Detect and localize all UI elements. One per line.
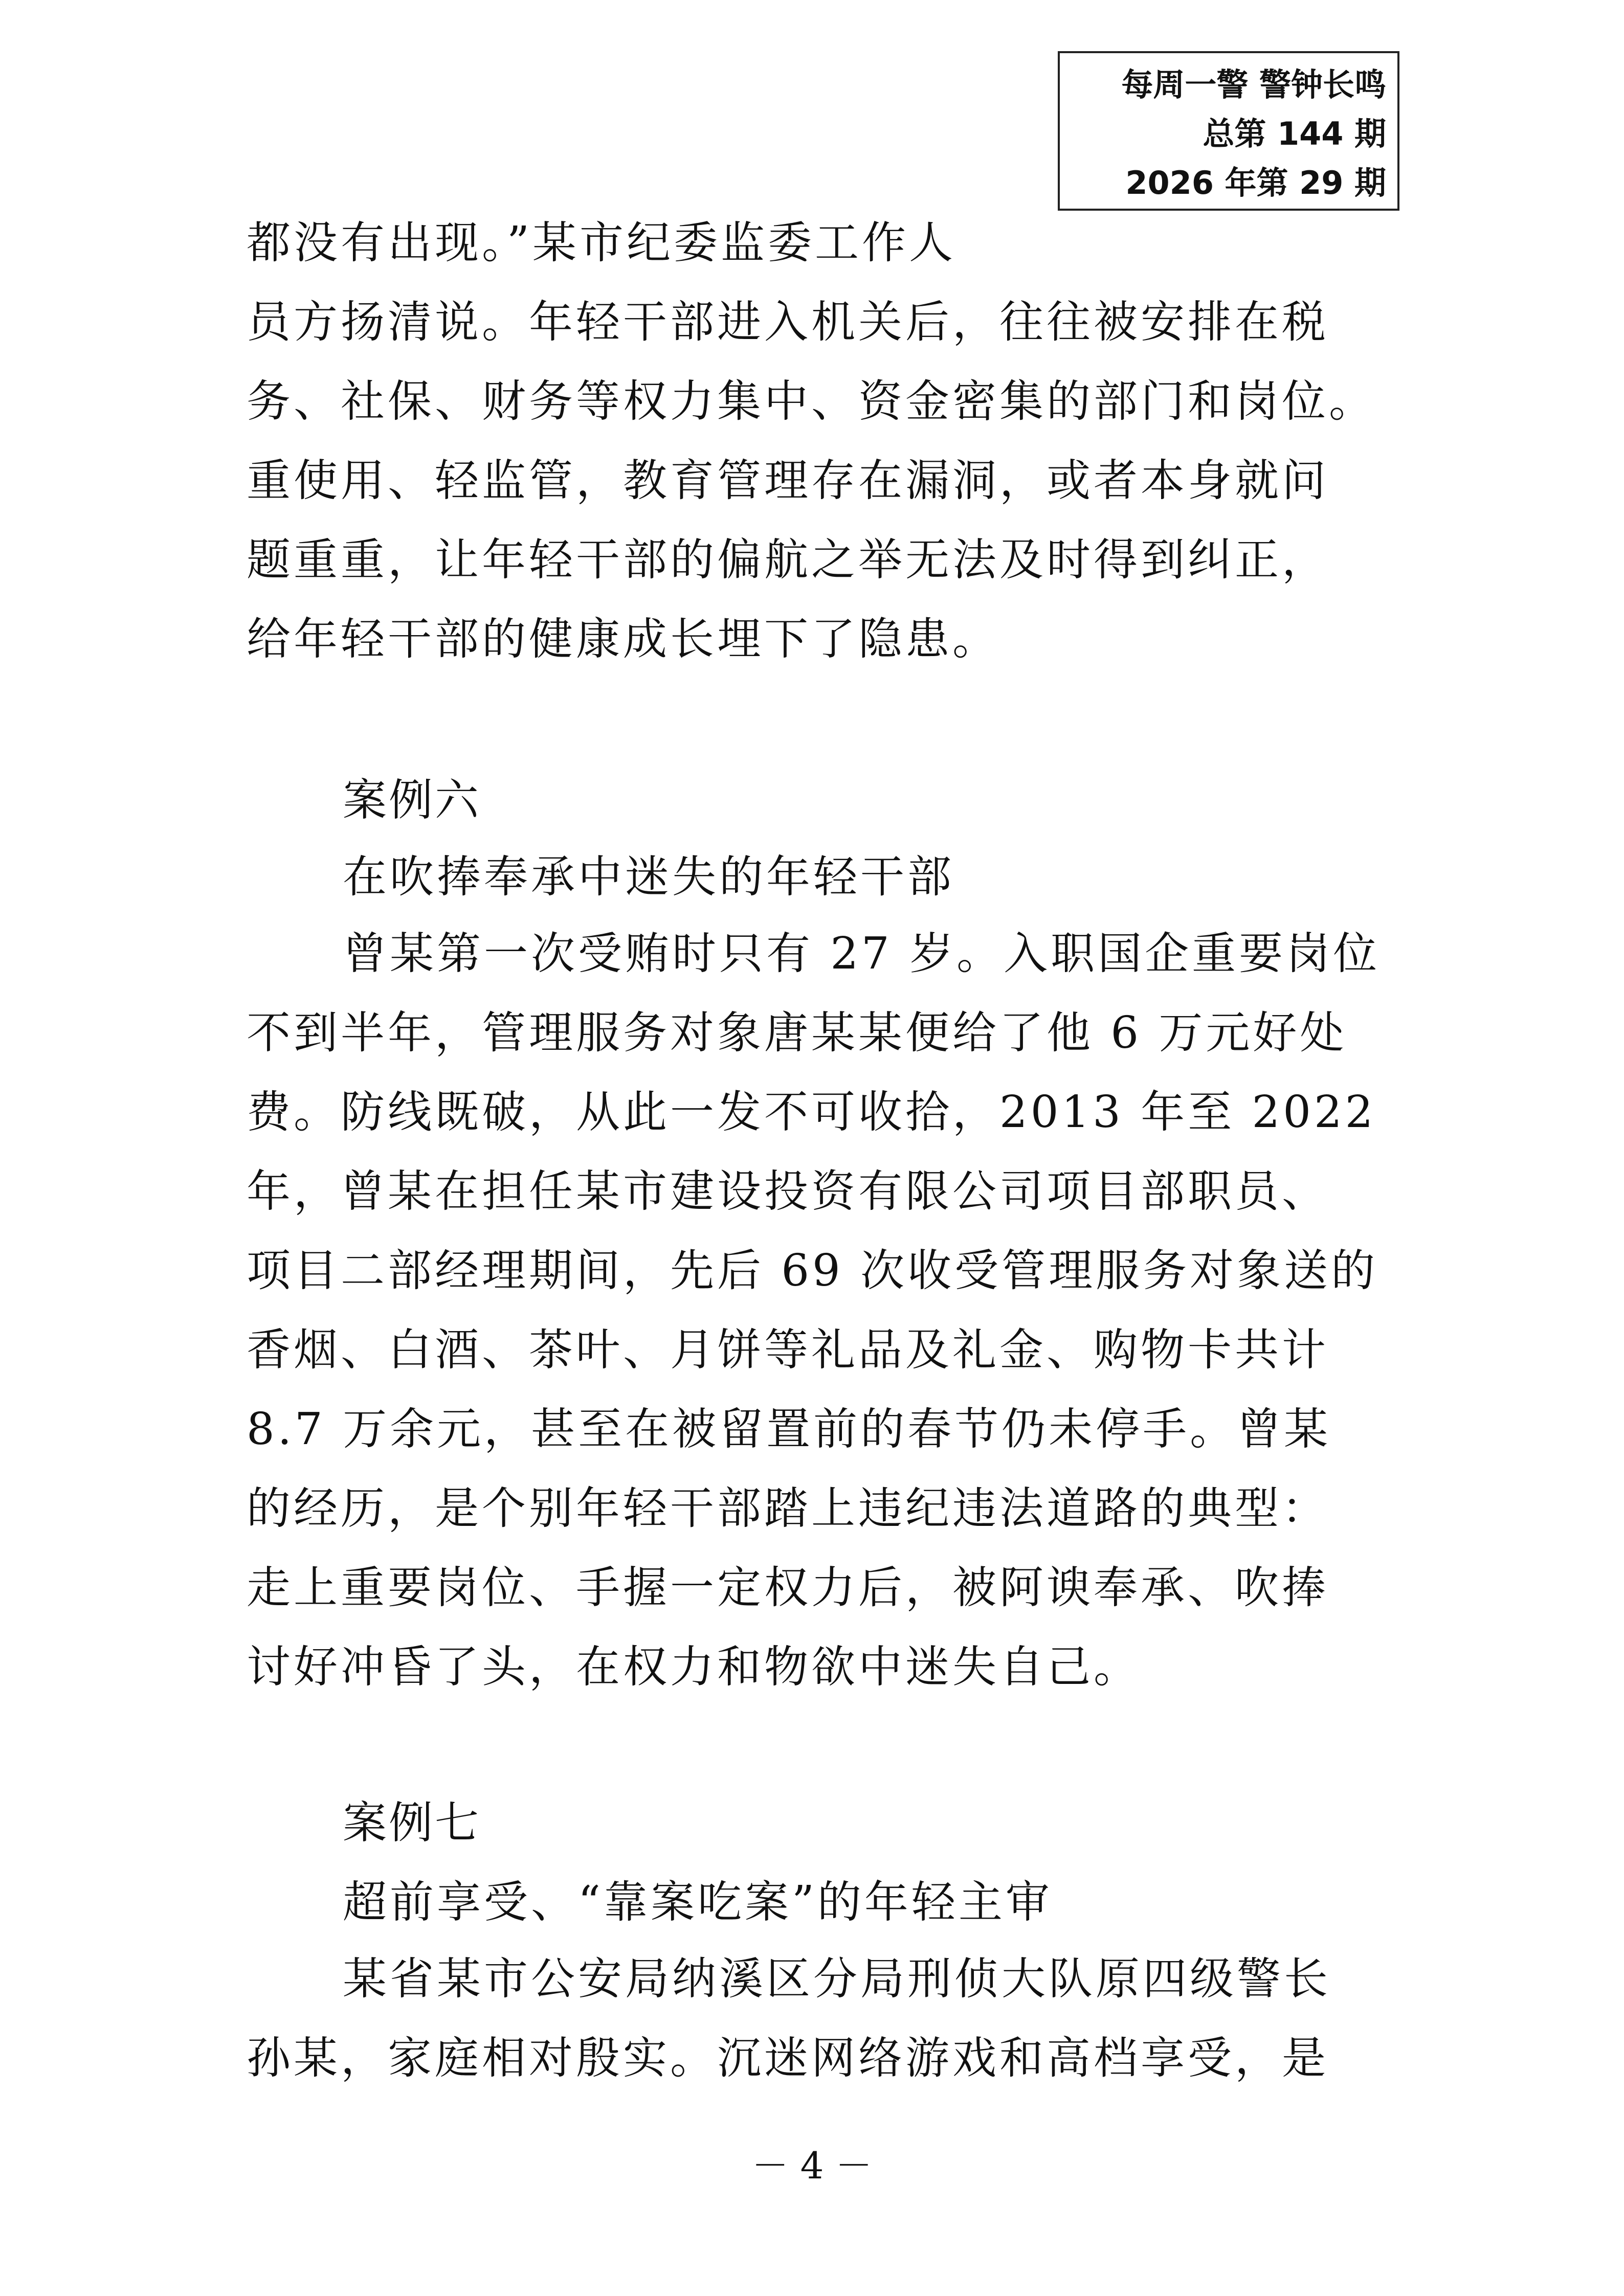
case-seven-heading: 案例七 xyxy=(343,1797,481,1849)
header-year-issue: 2026 年第 29 期 xyxy=(1125,164,1386,201)
header-slogan: 每周一警 警钟长鸣 xyxy=(1121,66,1386,103)
paragraph-line: 员方扬清说。年轻干部进入机关后，往往被安排在税 xyxy=(247,297,1329,348)
paragraph-line: 曾某第一次受贿时只有 27 岁。入职国企重要岗位 xyxy=(343,928,1381,979)
paragraph-line: 香烟、白酒、茶叶、月饼等礼品及礼金、购物卡共计 xyxy=(247,1324,1329,1376)
case-seven-title: 超前享受、“靠案吃案”的年轻主审 xyxy=(343,1877,1053,1928)
paragraph-line: 给年轻干部的健康成长埋下了隐患。 xyxy=(247,614,999,665)
paragraph-line: 孙某，家庭相对殷实。沉迷网络游戏和高档享受，是 xyxy=(247,2033,1329,2084)
paragraph-line: 务、社保、财务等权力集中、资金密集的部门和岗位。 xyxy=(247,376,1376,427)
issue-header-box xyxy=(1058,51,1399,211)
paragraph-line: 题重重，让年轻干部的偏航之举无法及时得到纠正， xyxy=(247,534,1329,586)
paragraph-line: 都没有出现。”某市纪委监委工作人 xyxy=(247,217,956,268)
header-total-issue: 总第 144 期 xyxy=(1203,115,1386,152)
paragraph-line: 重使用、轻监管，教育管理存在漏洞，或者本身就问 xyxy=(247,455,1329,506)
paragraph-line: 讨好冲昏了头，在权力和物欲中迷失自己。 xyxy=(247,1641,1141,1693)
paragraph-line: 年，曾某在担任某市建设投资有限公司项目部职员、 xyxy=(247,1166,1329,1217)
paragraph-line: 费。防线既破，从此一发不可收拾，2013 年至 2022 xyxy=(247,1087,1376,1138)
case-six-title: 在吹捧奉承中迷失的年轻干部 xyxy=(343,851,954,903)
paragraph-line: 不到半年，管理服务对象唐某某便给了他 6 万元好处 xyxy=(247,1007,1347,1059)
case-six-heading: 案例六 xyxy=(343,775,481,826)
paragraph-line: 某省某市公安局纳溪区分局刑侦大队原四级警长 xyxy=(343,1953,1331,2005)
paragraph-line: 8.7 万余元，甚至在被留置前的春节仍未停手。曾某 xyxy=(247,1404,1331,1455)
paragraph-line: 走上重要岗位、手握一定权力后，被阿谀奉承、吹捧 xyxy=(247,1562,1329,1613)
paragraph-line: 的经历，是个别年轻干部踏上违纪违法道路的典型： xyxy=(247,1483,1329,1534)
page-number: － 4 － xyxy=(751,2144,873,2187)
paragraph-line: 项目二部经理期间，先后 69 次收受管理服务对象送的 xyxy=(247,1245,1378,1296)
